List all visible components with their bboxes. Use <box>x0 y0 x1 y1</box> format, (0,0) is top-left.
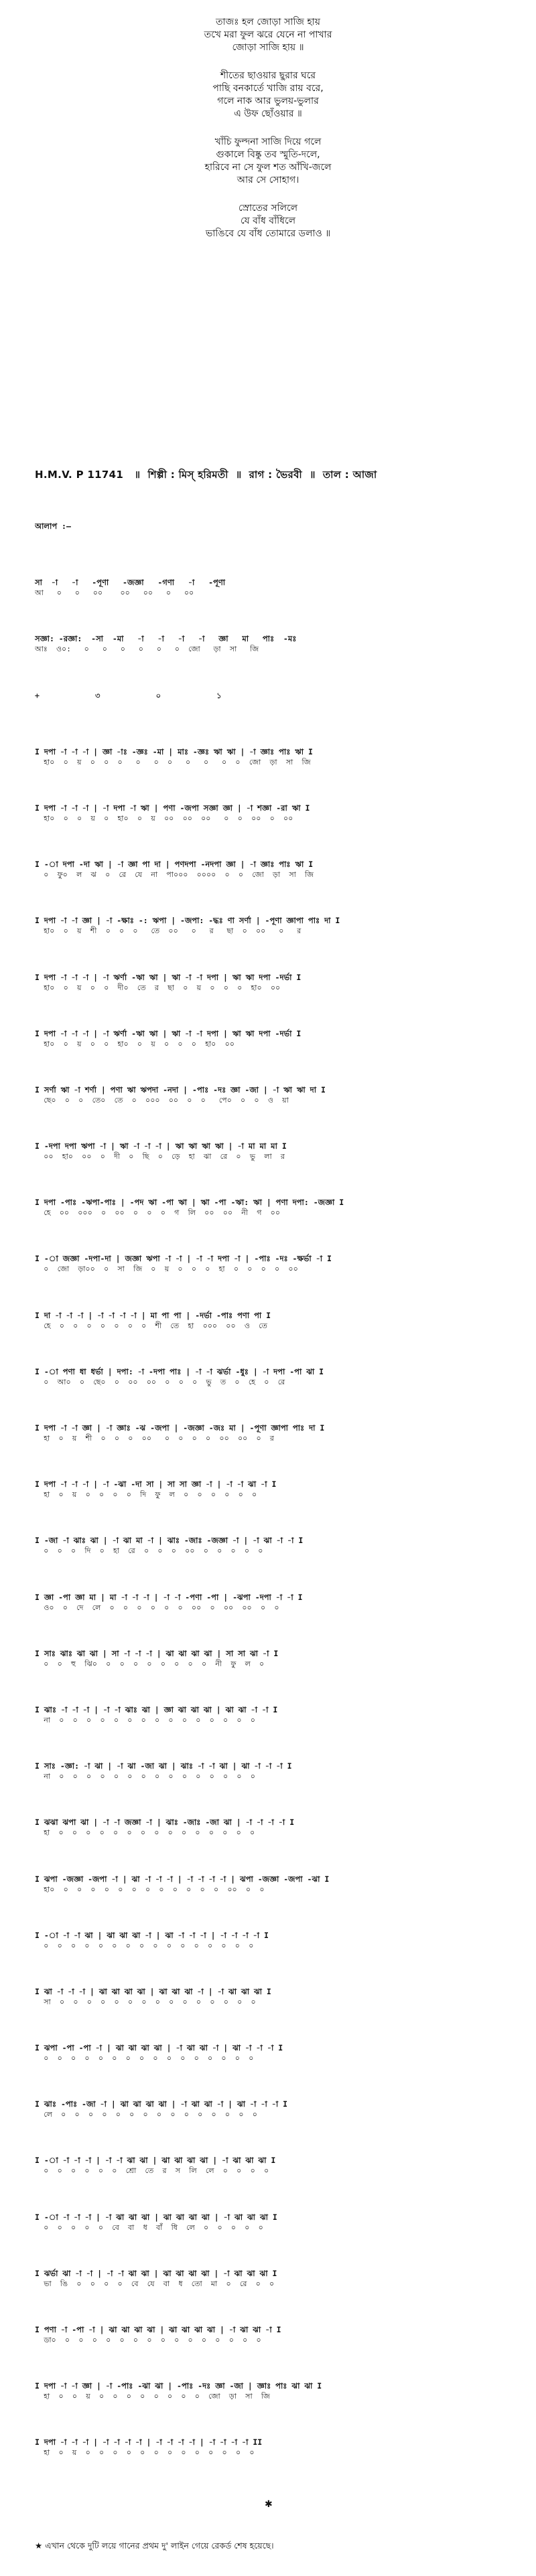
swara-line: I দপা -া -া -া | -া ঋর্ণা -ঋা ঋা | ঋা -া -া দপা | ঋা ঋা দপা -দর্ভা I <box>35 1028 302 1038</box>
swara-line: I -া দপা -দা ঋা | -া জ্ঞা পা দা | পণদপা -নদপা জ্ঞা | -া জ্ঞাঃ পাঃ ঋা I <box>35 860 314 870</box>
syllable-line: হা০ ০ য় ০ ০ দী০ তে র ছা ০ য় ০ ০ ০ হা০ ০০ <box>35 983 281 992</box>
syllable-line: হা০ ০ য় ০ ০ হা০ ০ য় ০ ০ ০ হা০ ০০ <box>35 1039 234 1048</box>
footnote: ★ এখান থেকে দুটি লয়ে গানের প্রথম দু' লাইন গেয়ে রেকর্ড শেষ হয়েছে। <box>35 2541 274 2551</box>
swara-line: I ঝাঃ -পাঃ -জা -া | ঝা ঝা ঝা ঝা | -া ঝা ঝা -া | ঝা -া -া -া I <box>35 2099 288 2109</box>
swara-line: I দপা -া -া জ্ঞা | -া জ্ঞাঃ -ঝ -জপা | -জজ্ঞা -জঃ মা | -পূণা জ্ঞাপা পাঃ দা I <box>35 1423 325 1433</box>
swara-line: I -া পণা ধা ধর্ভা | দপা: -া -দপা পাঃ | -া -া ঝর্ভা -ধুঃ | -া দপা -পা ঝা I <box>35 1366 324 1376</box>
syllable-line: হা০ ০ য় শী ০ ০ ০ তে ০০ ০ র ছা ০ ০০ ০ র <box>35 927 302 936</box>
lyric-stanza <box>0 136 536 187</box>
lyric-stanza <box>0 70 536 120</box>
swara-line: I দপা -া -া -া | -া -ঝা -দা সা | সা সা জ্ঞা -া | -া -া ঝা -া I <box>35 1479 277 1490</box>
notation-row <box>35 2324 531 2381</box>
notation-row <box>35 1084 531 1141</box>
swara-line: I পণা -া -পা -া | ঝা ঝা ঝা ঝা | ঝা ঝা ঝা ঝা | -া ঝা ঝা -া I <box>35 2325 281 2334</box>
syllable-line: হে ০ ০ ০ ০ ০ ০ ০ শী তে হা ০০০ ০০ ও তে <box>35 1321 267 1330</box>
notation-row <box>35 1366 531 1423</box>
swara-line: I সাঃ ঝাঃ ঝা ঝা | সা -া -া -া | ঝা ঝা ঝা ঝা | সা সা ঝা -া I <box>35 1648 279 1658</box>
swara-line: I -জা -া ঝাঃ ঝা | -া ঝা মা -া | ঝাঃ -জাঃ -জজ্ঞা -া | -া ঝা -া -া I <box>35 1536 304 1546</box>
syllable-line: হা০ ০ য় ০ ০ ০ ০ ০ ০ ০ ০ ০ ০ জো ড়া সা জি <box>35 757 311 767</box>
swara-line: I -া -া -া -া | -া ঝা ঝা ঝা | ঝা ঝা ঝা ঝা | -া ঝা ঝা ঝা I <box>35 2212 277 2222</box>
syllable-line: সা ০ ০ ০ ০ ০ ০ ০ ০ ০ ০ ০ ০ ০ ০ ০ <box>35 1997 256 2006</box>
notation-row <box>35 2212 531 2268</box>
swaralipi-notation <box>35 521 531 2494</box>
syllable-line: হা০ ০ ০ ০ ০ ০ ০ ০ ০ ০ ০ ০ ০ ০০ ০ ০ <box>35 1884 265 1894</box>
lyric-line: হারিবে না সে ফুল শত আঁখি-জলে <box>204 162 332 173</box>
notation-row <box>35 2155 531 2211</box>
tala-marks: + ৩ ০ ১ <box>35 690 222 700</box>
lyric-line: জোড়া সাজি হায় ॥ <box>232 42 304 53</box>
swara-line: I জ্ঞা -পা জ্ঞা মা | মা -া -া -া | -া -া -পণা -পা | -ঝপা -দপা -া -া I <box>35 1592 303 1602</box>
lyric-line: যে বাঁধ বাঁধিলে <box>240 216 296 226</box>
swara-line: I দপা -া -া -া | -া দপা -া ঋা | পণা -জপা সজ্ঞা জ্ঞা | -া শজ্ঞা -রা ঋা I <box>35 803 310 813</box>
asterisk-mark: ✱ <box>265 2499 273 2510</box>
syllable-line: হে ০০ ০০০ ০ ০০ ০ ০ ০ গ লি ০০ ০০ নী গ ০০ <box>35 1208 280 1218</box>
lyric-line: তখে মরা ফুল ঝরে যেনে না পাখার <box>204 29 332 40</box>
syllable-line: ০ ০ ০ ০ ০ ০ শ্রো তে র স লি লে ০ ০ ০ ০ <box>35 2166 269 2176</box>
notation-row <box>35 1930 531 1986</box>
notation-row <box>35 1310 531 1366</box>
syllable-line: না ০ ০ ০ ০ ০ ০ ০ ০ ০ ০ ০ ০ ০ ০ ০ <box>35 1715 255 1724</box>
swara-line: I সাঃ -জ্ঞা: -া ঝা | -া ঝা -জা ঝা | ঝাঃ -া -া ঝা | ঝা -া -া -া I <box>35 1761 292 1771</box>
notation-row <box>35 2437 531 2493</box>
notation-row <box>35 1535 531 1591</box>
swara-line: I -দপা দপা ঋপা -া | ঋা -া -া -া | ঋা ঋা ঋা ঋা | -া মা মা মা I <box>35 1141 287 1151</box>
notation-row <box>35 1423 531 1479</box>
syllable-line: ছে০ ০ ০ তে০ তে ০ ০০০ ০০ ০ ০ পে০ ০ ০ ও য়া <box>35 1095 289 1105</box>
syllable-line: হা ০ য় ০ ০ ০ ০ দি ফু ল ০ ০ ০ ০ ০ ০ <box>35 1490 257 1500</box>
notation-row <box>35 1817 531 1873</box>
lyric-line: শীতের ছাওয়ার ছুরার ঘরে <box>220 70 316 81</box>
syllable-line: ০ ০ ০ দি ০ হা রে ০ ০ ০ ০০ ০ ০ ০ ০ ০ <box>35 1546 263 1556</box>
syllable-line: না ০ ০ ০ ০ ০ ০ ০ ০ ০ ০ ০ ০ ০ ০ ০ <box>35 1772 255 1781</box>
syllable-line: ডা০ ০ ০ ০ ০ ০ ০ ০ ০ ০ ০ ০ ০ ০ ০ ০ <box>35 2336 261 2344</box>
syllable-line: হা ০ য় ০ ০ ০ ০ ০ ০ ০ ০ ০ ০ ০ ০ ০ <box>35 2448 255 2458</box>
notation-row <box>35 2381 531 2437</box>
swara-line: I দপা -া -া -া | -া -া -া -া | -া -া -া -া | -া -া -া -া II <box>35 2437 263 2447</box>
syllable-line: লে ০ ০ ০ ০ ০ ০ ০ ০ ০ ০ ০ ০ ০ ০ ০ <box>35 2110 257 2119</box>
lyric-line: পাছি বনকার্তে খাজি রায় বরে, <box>212 83 324 94</box>
notation-row <box>35 2042 531 2099</box>
lyric-line: তাজঃ হল জোড়া সাজি হায় <box>216 17 320 27</box>
swara-line: I ঝপা -জজ্ঞা -জপা -া | ঝা -া -া -া | -া -া -া -া | ঝপা -জজ্ঞা -জপা -ঝা I <box>35 1874 330 1884</box>
notation-row <box>35 972 531 1028</box>
syllable-line: ০ আ০ ০ ছে০ ০ ০০ ০০ ০ ০ ০ ভু ত ০ হে ০ রে <box>35 1377 285 1386</box>
syllable-line: ০০ হা০ ০০ ০ দী ০ ছি ০ ড়ে হা ঝা রে ০ ভু লা র <box>35 1152 285 1161</box>
swara-line: I দপা -া -া -া | জ্ঞা -াঃ -জ্ঞঃ -মা | মাঃ -জ্ঞঃ ঋা ঋা | -া জ্ঞাঃ পাঃ ঋা I <box>35 746 313 756</box>
notation-row <box>35 1197 531 1253</box>
notation-row <box>35 915 531 971</box>
notation-row <box>35 1141 531 1197</box>
swara-line: I ঝাঃ -া -া -া | -া -া ঝাঃ ঝা | জ্ঞা ঝা ঝা ঝা | ঝা ঝা -া -া I <box>35 1704 278 1714</box>
syllable-line: ০ ফু০ ল ঝ ০ রে যে না পা০০০ ০০০০ ০ ০ জো ড়া সা জি <box>35 870 314 880</box>
syllable-line: হা ০ য় শী ০ ০ ০ ০০ ০ ০ ০ ০ ০০ ০০ ০ র <box>35 1434 274 1443</box>
swara-line: I দপা -া -া -া | -া ঋর্ণা -ঋা ঋা | ঋা -া -া দপা | ঋা ঋা দপা -দর্ভা I <box>35 972 302 982</box>
notation-row <box>35 1761 531 1817</box>
swara-line: সজ্ঞা: -রজ্ঞা: -সা -মা -া -া -া -া জ্ঞা মা পাঃ -মঃ <box>35 634 297 644</box>
notation-row <box>35 1704 531 1761</box>
lyric-stanza <box>0 202 536 240</box>
notation-row <box>35 1253 531 1309</box>
swara-line: I -া -া -া ঝা | ঝা ঝা ঝা -া | ঝা -া -া -া | -া -া -া -া I <box>35 1930 269 1940</box>
swara-line: I দপা -া -া জ্ঞা | -া -পাঃ -ঝা ঝা | -পাঃ -দঃ জ্ঞা -জা | জ্ঞাঃ পাঃ ঝা ঝা I <box>35 2381 322 2391</box>
lyric-line: ভাঙিবে যে বাঁধ তোমারে ডলাও ॥ <box>205 228 331 239</box>
swara-line: আলাপ :— <box>35 521 71 531</box>
lyric-line: এ উফ ছোঁওয়ার ॥ <box>234 108 302 119</box>
notation-row <box>35 1986 531 2042</box>
syllable-line: হা০ ০ ০ য় ০ হা০ ০ য় ০০ ০০ ০০ ০ ০ ০০ ০ ০০ <box>35 813 293 823</box>
lyric-line: খাঁচি ফুল্দনা সাজি দিয়ে গলে <box>214 137 322 147</box>
record-title-line: H.M.V. P 11741 ॥ শিল্পী : মিস্ হরিমতী ॥ রাগ : ভৈরবী ॥ তাল : আজা <box>35 469 377 481</box>
lyric-line: গলে নাক আর ভুলয়-ভুলার <box>217 96 319 106</box>
swara-line: I সর্ণা ঋা -া শর্ণা | পণা ঋা ঋপদা -নদা | -পাঃ -দঃ জ্ঞা -জা | -া ঋা ঋা দা I <box>35 1084 326 1095</box>
syllable-line: ০ ০ ০ ০ ০ ০ ০ ০ ০ ০ ০ ০ ০ ০ ০ ০ <box>35 1941 254 1950</box>
lyric-line: আর সে সোহাগ। <box>237 175 299 185</box>
syllable-line: ভা ঙি ০ ০ ০ ০ বে যে বা ধ তো মা ০ রে ০ ০ <box>35 2279 275 2288</box>
syllable-line: আ ০ ০ ০০ ০০ ০০ ০ ০০ <box>35 588 194 598</box>
notation-row <box>35 2268 531 2324</box>
syllable-line: ০ ০ ০ ০ ০ বে বা ধ বাঁ ধি লে ০ ০ ০ ০ ০ <box>35 2223 263 2232</box>
syllable-line: আঃ ও০: ০ ০ ০ ০ ০ ০ জো ড়া সা জি <box>35 645 259 654</box>
notation-row <box>35 1592 531 1648</box>
swara-line: I দপা -পাঃ -ঋপা-পাঃ | -পদ ঋা -পা ঋা | ঋা -পা -ঋা: ঋা | পণা দপা: -জজ্ঞা I <box>35 1198 344 1208</box>
notation-row <box>35 859 531 915</box>
syllable-line: হা ০ ০ য় ০ ০ ০ ০ ০ ০ ০ ০ জো ড়া সা জি <box>35 2392 270 2401</box>
notation-row <box>35 690 531 746</box>
swara-line: I -া জজ্ঞা -দপা-দা | জজ্ঞা ঋপা -া -া | -া -া দপা -া | -পাঃ -দঃ -ক্ষর্ভা -া I <box>35 1254 332 1264</box>
swara-line: I ঝপা -পা -পা -া | ঝা ঝা ঝা ঝা | -া ঝা ঝা -া | ঝা -া -া -া I <box>35 2043 283 2053</box>
notation-row <box>35 1028 531 1084</box>
notation-row <box>35 803 531 859</box>
lyric-line: গুকালে বিষ্কু তব স্মুতি-দলে, <box>216 149 320 160</box>
swara-line: সা -া -া -পূণা -জজ্ঞা -গণা -া -পূণা <box>35 578 226 588</box>
swara-line: I দা -া -া -া | -া -া -া -া | মা পা পা | -দর্ভা -পাঃ পণা পা I <box>35 1310 271 1320</box>
notation-row <box>35 521 531 577</box>
swara-line: I ঝর্ভা ঝা -া -া | -া -া ঝা ঝা | ঝা ঝা ঝা ঝা | -া ঝা ঝা ঝা I <box>35 2268 277 2278</box>
syllable-line: ০ জো ড়া০০ ০ সা জি ০ য় ০ ০ ০ হা ০ ০ ০ ০ ০০ <box>35 1265 298 1274</box>
notation-row <box>35 633 531 690</box>
notation-row <box>35 1479 531 1535</box>
syllable-line: ০ ০ ০ ০ ০ ০ ০ ০ ০ ০ ০ ০ ০ ০ ০ ০ <box>35 2054 254 2063</box>
swara-line: I -া -া -া -া | -া -া ঝা ঝা | ঝা ঝা ঝা ঝা | -া ঝা ঝা ঝা I <box>35 2156 276 2166</box>
swara-line: I ঝা -া -া -া | ঝা ঝা ঝা ঝা | ঝা ঝা ঝা -া | -া ঝা ঝা ঝা I <box>35 1986 271 1996</box>
swara-line: I ঝঝা ঝপা ঝা | -া -া জজ্ঞা -া | ঝাঃ -জাঃ -জা ঝা | -া -া -া -া I <box>35 1818 295 1828</box>
swara-line: I দপা -া -া জ্ঞা | -া -ক্ষাঃ -: ঋপা | -জপা: -দ্ধঃ ণা সর্ণা | -পূণা জ্ঞাপা পাঃ দা I <box>35 916 340 926</box>
song-lyrics <box>0 16 536 256</box>
syllable-line: ও০ ০ দে লে ০ ০ ০ ০ ০ ০ ০০ ০ ০০ ০০ ০ ০ <box>35 1603 279 1612</box>
notation-row <box>35 746 531 803</box>
lyric-line: স্রোতের সলিলে <box>238 203 298 214</box>
syllable-line: হা ০ ০ ০ ০ ০ ০ ০ ০ ০ ০ ০ ০ ০ ০ ০ <box>35 1828 255 1838</box>
notation-row <box>35 1648 531 1704</box>
notation-row <box>35 577 531 633</box>
notation-row <box>35 2099 531 2155</box>
lyric-stanza <box>0 16 536 54</box>
syllable-line: ০ ০ হু ঝি০ ০ ০ ০ ০ ০ ০ ০ ০ নী ফু ল ০ <box>35 1659 265 1668</box>
notation-row <box>35 1874 531 1930</box>
